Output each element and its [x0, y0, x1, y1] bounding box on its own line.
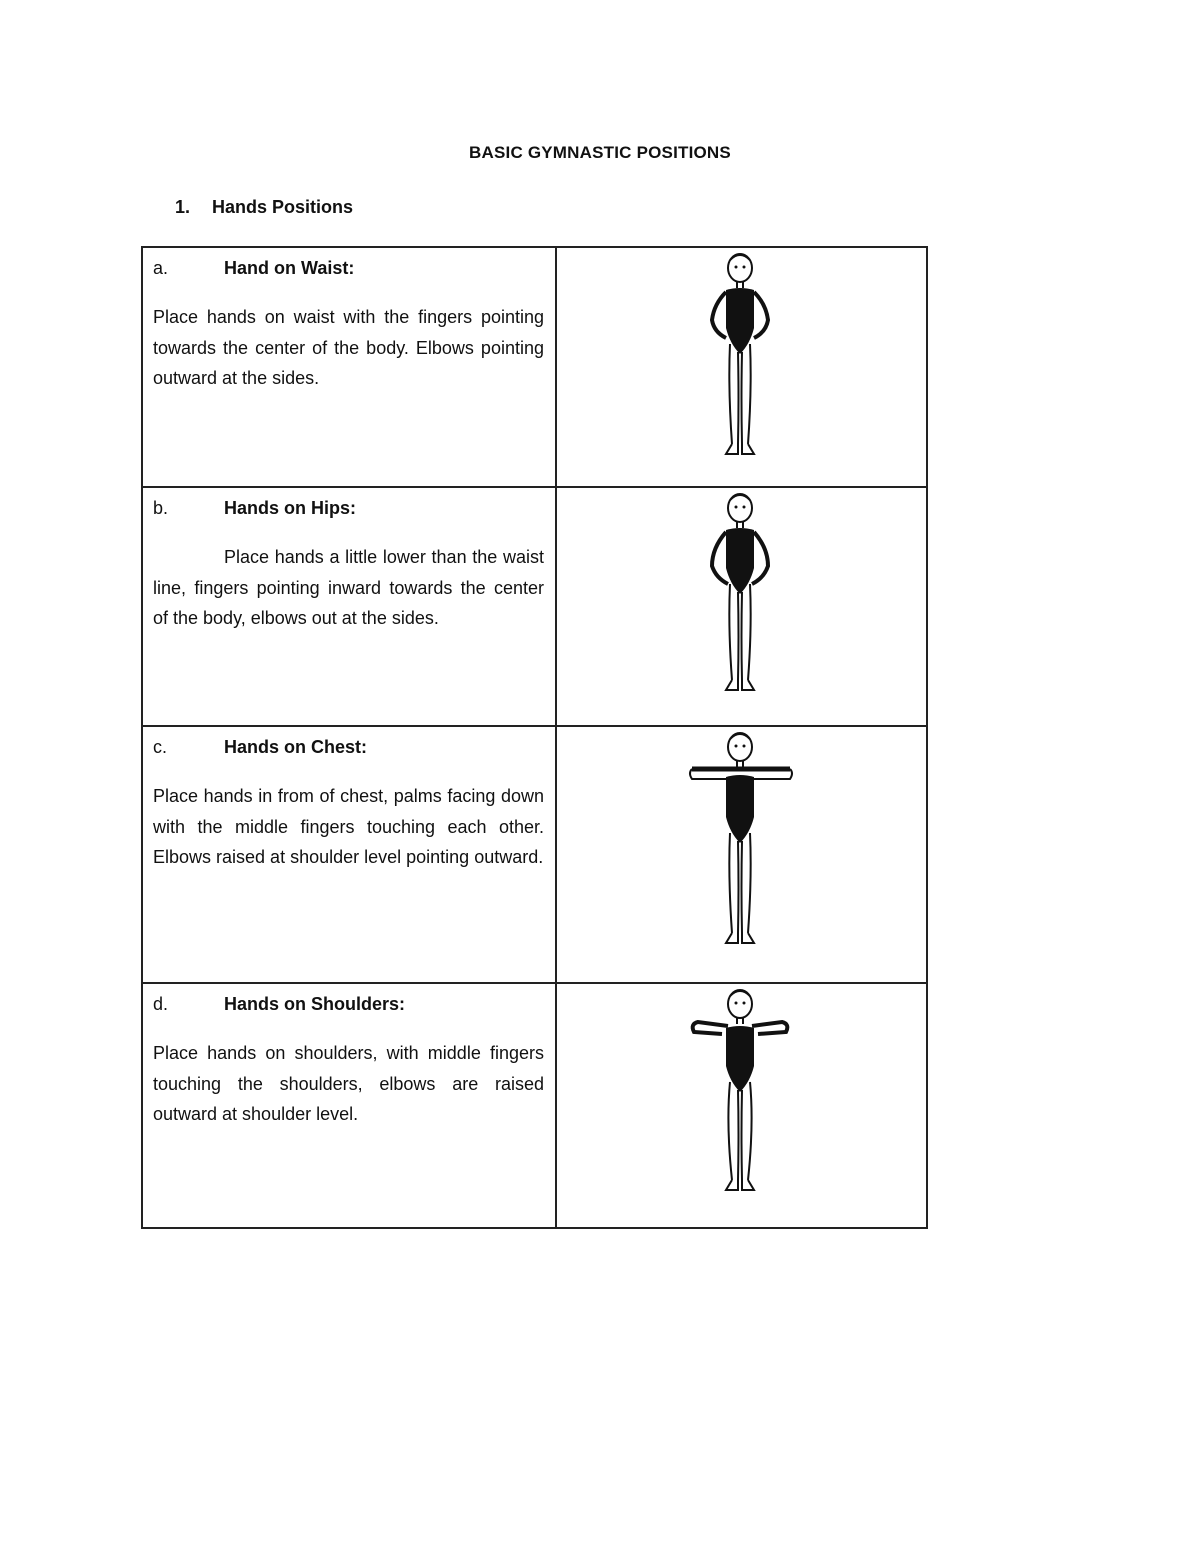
position-text-cell — [142, 726, 556, 983]
position-name: Hands on Shoulders: — [224, 994, 406, 1014]
position-letter: c. — [153, 737, 168, 757]
position-name: Hand on Waist: — [224, 258, 355, 278]
position-description: Place hands on waist with the fingers pointing towards the center of the body. Elbows pointing outward at the sides. — [153, 307, 544, 388]
position-text-cell — [142, 983, 556, 1228]
position-text-cell — [142, 487, 556, 726]
gymnast-hands-on-chest-figure — [682, 727, 802, 953]
position-letter: d. — [153, 994, 169, 1014]
position-image-cell — [556, 487, 927, 726]
position-description: Place hands a little lower than the waist line, fingers pointing inward towards the center of the body, elbows out at the sides. — [153, 547, 544, 628]
positions-table — [141, 246, 928, 1229]
page-title: BASIC GYMNASTIC POSITIONS — [469, 143, 731, 162]
position-name: Hands on Chest: — [224, 737, 368, 757]
table-row — [142, 726, 927, 983]
section-title: Hands Positions — [212, 197, 354, 217]
position-image-cell — [556, 983, 927, 1228]
position-description: Place hands on shoulders, with middle fingers touching the shoulders, elbows are raised outward at shoulder level. — [153, 1043, 544, 1124]
section-number: 1. — [175, 197, 191, 217]
position-image-cell — [556, 726, 927, 983]
position-letter: a. — [153, 258, 169, 278]
table-row — [142, 487, 927, 726]
position-name: Hands on Hips: — [224, 498, 357, 518]
position-description: Place hands in from of chest, palms facing down with the middle fingers touching each other. Elbows raised at shoulder level pointing outward. — [153, 786, 544, 867]
section-heading — [175, 197, 353, 218]
position-letter: b. — [153, 498, 169, 518]
position-text-cell — [142, 247, 556, 487]
gymnast-hands-on-shoulders-figure — [682, 984, 802, 1198]
gymnast-hands-on-waist-figure — [692, 248, 792, 464]
position-image-cell — [556, 247, 927, 487]
table-row — [142, 983, 927, 1228]
gymnast-hands-on-hips-figure — [692, 488, 792, 700]
table-row — [142, 247, 927, 487]
